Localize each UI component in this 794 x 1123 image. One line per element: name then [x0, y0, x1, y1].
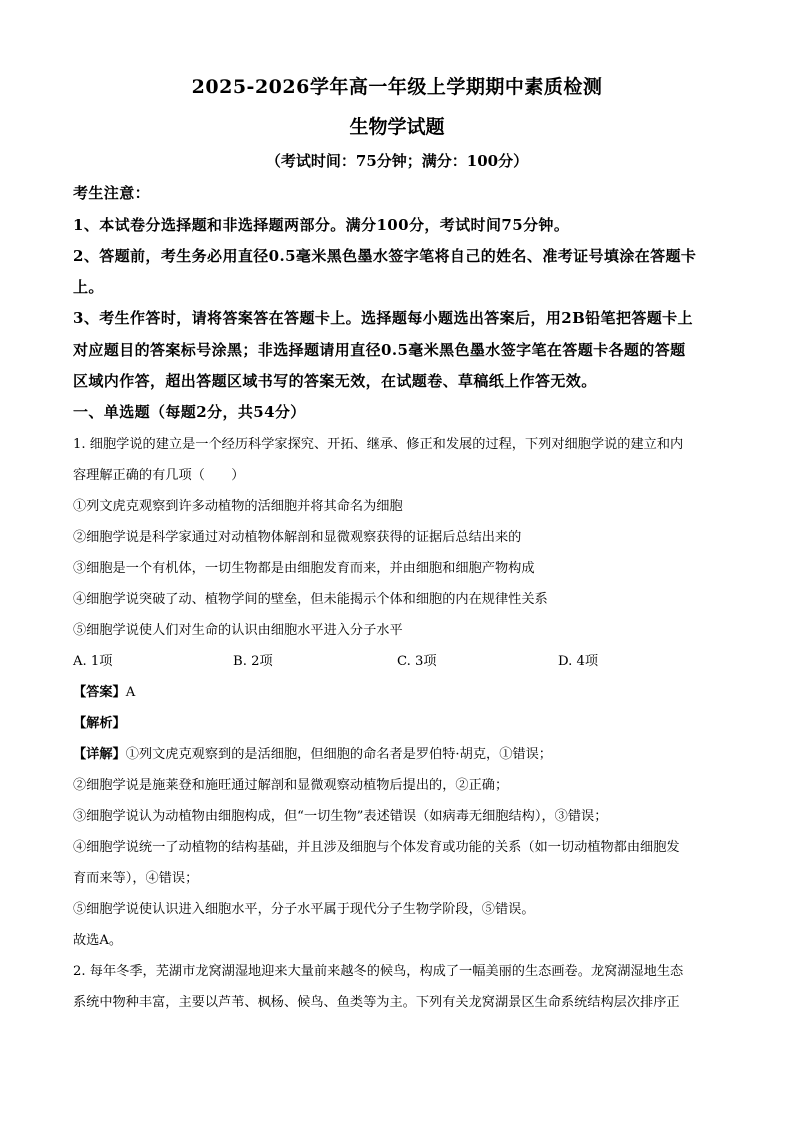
detail-line: ⑤细胞学说使认识进入细胞水平，分子水平属于现代分子生物学阶段，⑤错误。	[73, 902, 535, 917]
detail-line: ③细胞学说认为动植物由细胞构成，但“一切生物”表述错误（如病毒无细胞结构），③错误；	[73, 809, 608, 824]
notice-item-2-line-1: 2、答题前，考生务必用直径0.5毫米黑色墨水签字笔将自己的姓名、准考证号填涂在答题卡	[73, 247, 697, 265]
notice-item-1: 1、本试卷分选择题和非选择题两部分。满分100分，考试时间75分钟。	[73, 216, 570, 234]
answer-label: 【答案】	[73, 685, 126, 700]
detail-text: ①列文虎克观察到的是活细胞，但细胞的命名者是罗伯特·胡克，①错误；	[125, 747, 552, 762]
notice-item-2-line-2: 上。	[73, 278, 104, 296]
answer-line	[73, 681, 135, 700]
subject-title: 生物学试题	[349, 116, 445, 138]
notice-heading: 考生注意：	[73, 184, 151, 202]
question-1-statement: ③细胞是一个有机体，一切生物都是由细胞发育而来，并由细胞和细胞产物构成	[73, 561, 535, 576]
exam-title: 2025-2026学年高一年级上学期期中素质检测	[191, 76, 603, 98]
question-2-stem-line-1: 2. 每年冬季，芜湖市龙窝湖湿地迎来大量前来越冬的候鸟，构成了一幅美丽的生态画卷。龙窝湖湿地生态	[73, 964, 684, 979]
option-d: D. 4项	[558, 654, 599, 669]
question-2-stem-line-2: 系统中物种丰富，主要以芦苇、枫杨、候鸟、鱼类等为主。下列有关龙窝湖景区生命系统结构层次排序正	[73, 995, 680, 1010]
option-b: B. 2项	[233, 654, 273, 669]
question-1-statement: ⑤细胞学说使人们对生命的认识由细胞水平进入分子水平	[73, 623, 403, 638]
detail-line: ②细胞学说是施莱登和施旺通过解剖和显微观察动植物后提出的，②正确；	[73, 778, 509, 793]
analysis-label: 【解析】	[73, 716, 126, 731]
section-heading: 一、单选题（每题2分，共54分）	[73, 403, 306, 421]
detail-line: 育而来等），④错误；	[73, 871, 199, 886]
question-1-statement: ②细胞学说是科学家通过对动植物体解剖和显微观察获得的证据后总结出来的	[73, 530, 522, 545]
detail-label: 【详解】	[73, 747, 126, 762]
notice-item-3-line-2: 对应题目的答案标号涂黑；非选择题请用直径0.5毫米黑色墨水签字笔在答题卡各题的答题	[73, 341, 686, 359]
question-1-statement: ④细胞学说突破了动、植物学间的壁垒，但未能揭示个体和细胞的内在规律性关系	[73, 592, 548, 607]
exam-info: （考试时间：75分钟；满分：100分）	[265, 152, 529, 170]
notice-item-3-line-1: 3、考生作答时，请将答案答在答题卡上。选择题每小题选出答案后，用2B铅笔把答题卡上	[73, 309, 693, 327]
question-1-statement: ①列文虎克观察到许多动植物的活细胞并将其命名为细胞	[73, 499, 403, 514]
option-c: C. 3项	[397, 654, 437, 669]
detail-line: ④细胞学说统一了动植物的结构基础，并且涉及细胞与个体发育或功能的关系（如一切动植物都由细胞发	[73, 840, 680, 855]
question-1-stem-line-2: 容理解正确的有几项（ ）	[73, 468, 245, 483]
option-a: A. 1项	[73, 654, 113, 669]
question-1-stem-line-1: 1. 细胞学说的建立是一个经历科学家探究、开拓、继承、修正和发展的过程，下列对细胞学说的建立和内	[73, 437, 684, 452]
conclusion: 故选A。	[73, 933, 123, 948]
answer-value: A	[125, 685, 136, 700]
detail-line	[73, 743, 552, 762]
notice-item-3-line-3: 区域内作答，超出答题区域书写的答案无效，在试题卷、草稿纸上作答无效。	[73, 372, 597, 390]
